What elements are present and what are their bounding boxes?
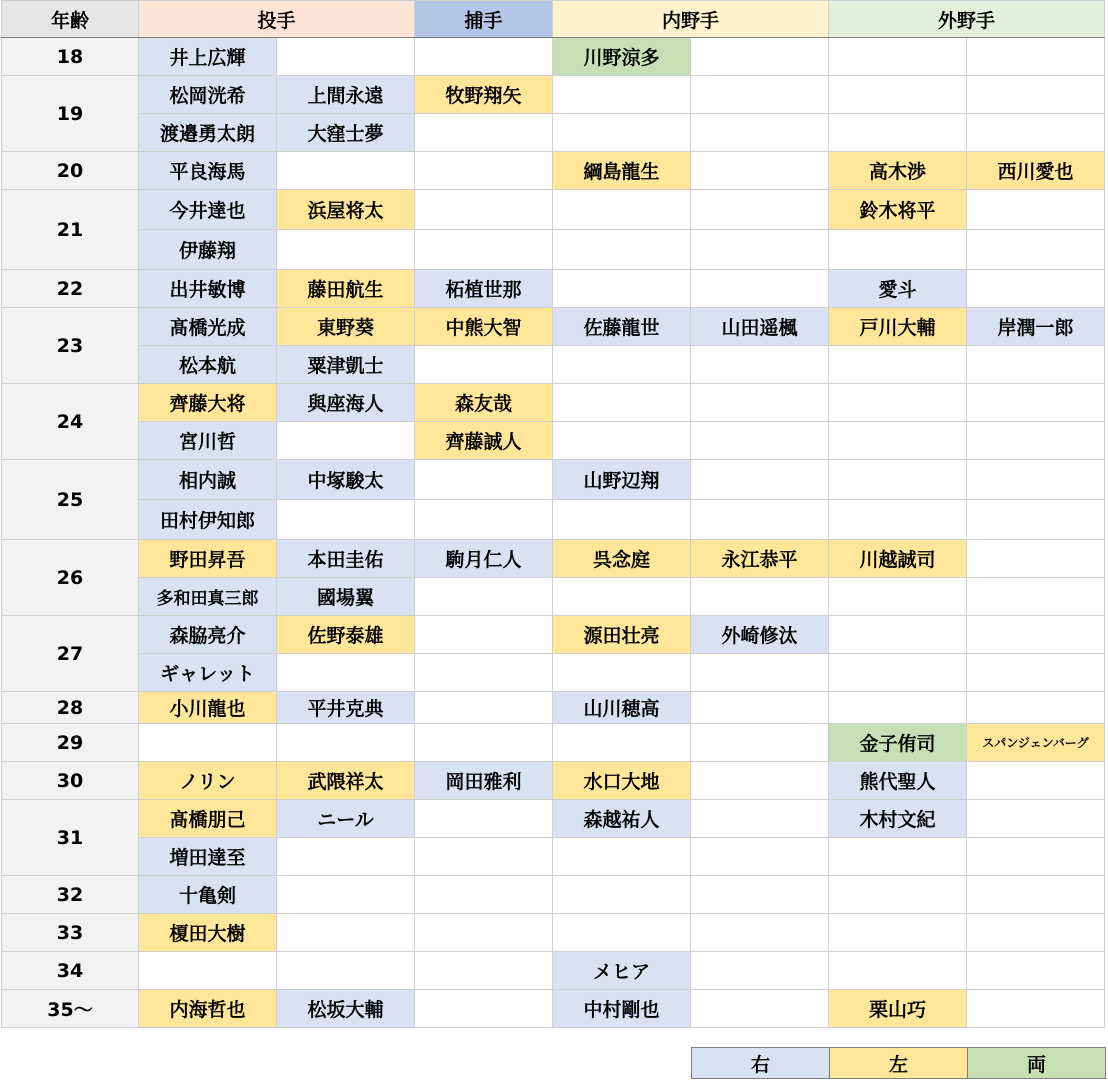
player-cell-pitcher-a: 伊藤翔 xyxy=(139,230,277,270)
player-cell-infield-b xyxy=(691,190,829,230)
age-cell: 20 xyxy=(2,152,139,190)
player-cell-pitcher-a xyxy=(139,952,277,990)
player-cell-outfield-b xyxy=(967,654,1105,692)
player-cell-outfield-b: 西川愛也 xyxy=(967,152,1105,190)
player-cell-catcher xyxy=(415,800,553,838)
player-cell-catcher xyxy=(415,460,553,500)
table-row xyxy=(2,616,1105,654)
player-cell-outfield-a: 戸川大輔 xyxy=(829,308,967,346)
player-cell-infield-b xyxy=(691,230,829,270)
player-cell-infield-a xyxy=(553,838,691,876)
player-cell-infield-a: 山川穂高 xyxy=(553,692,691,724)
player-cell-pitcher-b xyxy=(277,422,415,460)
table-row xyxy=(2,152,1105,190)
player-cell-pitcher-b: 藤田航生 xyxy=(277,270,415,308)
player-cell-catcher: 森友哉 xyxy=(415,384,553,422)
player-cell-outfield-a: 鈴木将平 xyxy=(829,190,967,230)
player-cell-pitcher-b xyxy=(277,230,415,270)
player-cell-pitcher-a: 田村伊知郎 xyxy=(139,500,277,540)
player-cell-outfield-a xyxy=(829,346,967,384)
player-cell-infield-b xyxy=(691,762,829,800)
player-cell-outfield-a xyxy=(829,38,967,76)
player-cell-infield-a: 山野辺翔 xyxy=(553,460,691,500)
player-cell-outfield-b: 岸潤一郎 xyxy=(967,308,1105,346)
player-cell-outfield-b xyxy=(967,692,1105,724)
age-cell: 21 xyxy=(2,190,139,270)
player-cell-outfield-b xyxy=(967,578,1105,616)
player-cell-pitcher-b: 中塚駿太 xyxy=(277,460,415,500)
age-cell: 35～ xyxy=(2,990,139,1028)
table-row xyxy=(2,76,1105,114)
player-cell-pitcher-a xyxy=(139,724,277,762)
player-cell-outfield-a xyxy=(829,76,967,114)
player-cell-infield-b xyxy=(691,692,829,724)
player-cell-pitcher-b xyxy=(277,876,415,914)
player-cell-catcher xyxy=(415,190,553,230)
player-cell-catcher xyxy=(415,654,553,692)
player-cell-infield-b xyxy=(691,76,829,114)
player-cell-outfield-a xyxy=(829,838,967,876)
roster-table xyxy=(1,0,1105,1028)
player-cell-outfield-a xyxy=(829,460,967,500)
player-cell-infield-a xyxy=(553,654,691,692)
player-cell-infield-b xyxy=(691,460,829,500)
player-cell-outfield-a: 金子侑司 xyxy=(829,724,967,762)
player-cell-pitcher-a: 榎田大樹 xyxy=(139,914,277,952)
player-cell-infield-a xyxy=(553,76,691,114)
table-row xyxy=(2,190,1105,230)
player-cell-infield-b xyxy=(691,346,829,384)
player-cell-outfield-b xyxy=(967,616,1105,654)
table-row xyxy=(2,422,1105,460)
player-cell-infield-a: 中村剛也 xyxy=(553,990,691,1028)
table-row xyxy=(2,692,1105,724)
player-cell-outfield-b xyxy=(967,346,1105,384)
player-cell-catcher xyxy=(415,990,553,1028)
player-cell-outfield-a: 木村文紀 xyxy=(829,800,967,838)
player-cell-outfield-b xyxy=(967,114,1105,152)
table-row xyxy=(2,654,1105,692)
player-cell-pitcher-a: 内海哲也 xyxy=(139,990,277,1028)
player-cell-outfield-b xyxy=(967,190,1105,230)
player-cell-infield-b xyxy=(691,422,829,460)
player-cell-catcher: 柘植世那 xyxy=(415,270,553,308)
player-cell-outfield-a: 高木渉 xyxy=(829,152,967,190)
player-cell-outfield-b xyxy=(967,800,1105,838)
player-cell-pitcher-a: 宮川哲 xyxy=(139,422,277,460)
player-cell-pitcher-a: 井上広輝 xyxy=(139,38,277,76)
player-cell-outfield-a xyxy=(829,114,967,152)
player-cell-pitcher-a: 十亀剣 xyxy=(139,876,277,914)
player-cell-infield-a xyxy=(553,270,691,308)
age-cell: 31 xyxy=(2,800,139,876)
player-cell-infield-b xyxy=(691,838,829,876)
player-cell-outfield-b xyxy=(967,838,1105,876)
player-cell-infield-a xyxy=(553,230,691,270)
table-row xyxy=(2,914,1105,952)
player-cell-pitcher-b: 與座海人 xyxy=(277,384,415,422)
player-cell-pitcher-b: 佐野泰雄 xyxy=(277,616,415,654)
player-cell-catcher xyxy=(415,838,553,876)
player-cell-infield-a: メヒア xyxy=(553,952,691,990)
player-cell-outfield-a xyxy=(829,616,967,654)
table-row xyxy=(2,384,1105,422)
player-cell-infield-a xyxy=(553,190,691,230)
player-cell-pitcher-b: 國場翼 xyxy=(277,578,415,616)
table-row xyxy=(2,578,1105,616)
player-cell-pitcher-a: ギャレット xyxy=(139,654,277,692)
player-cell-pitcher-a: 野田昇吾 xyxy=(139,540,277,578)
player-cell-outfield-a: 熊代聖人 xyxy=(829,762,967,800)
age-cell: 24 xyxy=(2,384,139,460)
player-cell-catcher xyxy=(415,578,553,616)
player-cell-infield-b xyxy=(691,914,829,952)
header-cell: 内野手 xyxy=(553,1,829,38)
player-cell-catcher xyxy=(415,876,553,914)
player-cell-infield-b xyxy=(691,270,829,308)
player-cell-catcher: 駒月仁人 xyxy=(415,540,553,578)
age-cell: 23 xyxy=(2,308,139,384)
player-cell-outfield-b xyxy=(967,76,1105,114)
age-cell: 22 xyxy=(2,270,139,308)
table-row xyxy=(2,460,1105,500)
player-cell-infield-b xyxy=(691,384,829,422)
player-cell-pitcher-a: 小川龍也 xyxy=(139,692,277,724)
player-cell-infield-b xyxy=(691,654,829,692)
table-row xyxy=(2,114,1105,152)
player-cell-outfield-b xyxy=(967,500,1105,540)
player-cell-infield-b xyxy=(691,500,829,540)
age-cell: 18 xyxy=(2,38,139,76)
player-cell-outfield-b xyxy=(967,230,1105,270)
header-cell: 投手 xyxy=(139,1,415,38)
player-cell-outfield-a xyxy=(829,914,967,952)
player-cell-pitcher-b xyxy=(277,914,415,952)
player-cell-outfield-b xyxy=(967,876,1105,914)
age-cell: 27 xyxy=(2,616,139,692)
player-cell-pitcher-a: 松本航 xyxy=(139,346,277,384)
player-cell-pitcher-b: 武隈祥太 xyxy=(277,762,415,800)
player-cell-pitcher-b: 松坂大輔 xyxy=(277,990,415,1028)
player-cell-outfield-b xyxy=(967,270,1105,308)
player-cell-infield-a: 呉念庭 xyxy=(553,540,691,578)
player-cell-pitcher-b: 粟津凱士 xyxy=(277,346,415,384)
player-cell-pitcher-b: 東野葵 xyxy=(277,308,415,346)
player-cell-pitcher-a: 森脇亮介 xyxy=(139,616,277,654)
age-cell: 28 xyxy=(2,692,139,724)
header-row xyxy=(2,1,1105,38)
table-row xyxy=(2,540,1105,578)
player-cell-catcher xyxy=(415,692,553,724)
player-cell-catcher: 岡田雅利 xyxy=(415,762,553,800)
age-cell: 19 xyxy=(2,76,139,152)
player-cell-pitcher-b xyxy=(277,152,415,190)
player-cell-pitcher-b: 上間永遠 xyxy=(277,76,415,114)
player-cell-infield-a: 森越祐人 xyxy=(553,800,691,838)
player-cell-infield-a: 佐藤龍世 xyxy=(553,308,691,346)
player-cell-infield-a: 川野涼多 xyxy=(553,38,691,76)
player-cell-catcher: 中熊大智 xyxy=(415,308,553,346)
header-cell: 外野手 xyxy=(829,1,1105,38)
player-cell-outfield-b xyxy=(967,384,1105,422)
table-row xyxy=(2,308,1105,346)
age-cell: 26 xyxy=(2,540,139,616)
player-cell-pitcher-b: 浜屋将太 xyxy=(277,190,415,230)
player-cell-outfield-a xyxy=(829,654,967,692)
player-cell-infield-a: 水口大地 xyxy=(553,762,691,800)
player-cell-infield-b xyxy=(691,724,829,762)
player-cell-pitcher-b: 平井克典 xyxy=(277,692,415,724)
player-cell-pitcher-a: 齊藤大将 xyxy=(139,384,277,422)
player-cell-pitcher-a: ノリン xyxy=(139,762,277,800)
player-cell-pitcher-a: 増田達至 xyxy=(139,838,277,876)
legend-item: 両 xyxy=(968,1048,1106,1079)
age-cell: 33 xyxy=(2,914,139,952)
player-cell-outfield-a: 愛斗 xyxy=(829,270,967,308)
player-cell-infield-b xyxy=(691,152,829,190)
player-cell-infield-a xyxy=(553,346,691,384)
table-row xyxy=(2,346,1105,384)
player-cell-outfield-a: 川越誠司 xyxy=(829,540,967,578)
player-cell-outfield-a xyxy=(829,422,967,460)
table-row xyxy=(2,500,1105,540)
player-cell-pitcher-a: 多和田真三郎 xyxy=(139,578,277,616)
player-cell-infield-b xyxy=(691,578,829,616)
player-cell-outfield-b xyxy=(967,540,1105,578)
player-cell-catcher xyxy=(415,914,553,952)
player-cell-infield-b: 永江恭平 xyxy=(691,540,829,578)
player-cell-outfield-b xyxy=(967,914,1105,952)
player-cell-pitcher-b xyxy=(277,654,415,692)
player-cell-catcher xyxy=(415,952,553,990)
age-cell: 25 xyxy=(2,460,139,540)
table-row xyxy=(2,952,1105,990)
player-cell-outfield-a xyxy=(829,384,967,422)
age-cell: 29 xyxy=(2,724,139,762)
player-cell-infield-a xyxy=(553,500,691,540)
player-cell-pitcher-b: 本田圭佑 xyxy=(277,540,415,578)
player-cell-pitcher-a: 髙橋朋己 xyxy=(139,800,277,838)
table-row xyxy=(2,990,1105,1028)
handedness-legend xyxy=(691,1047,1106,1079)
player-cell-outfield-b: スパンジェンバーグ xyxy=(967,724,1105,762)
player-cell-catcher xyxy=(415,724,553,762)
player-cell-outfield-a xyxy=(829,692,967,724)
player-cell-infield-b: 外崎修汰 xyxy=(691,616,829,654)
player-cell-infield-a xyxy=(553,422,691,460)
header-cell: 捕手 xyxy=(415,1,553,38)
player-cell-infield-b: 山田遥楓 xyxy=(691,308,829,346)
player-cell-catcher xyxy=(415,152,553,190)
player-cell-infield-b xyxy=(691,800,829,838)
table-row xyxy=(2,762,1105,800)
player-cell-pitcher-a: 渡邉勇太朗 xyxy=(139,114,277,152)
player-cell-outfield-a xyxy=(829,500,967,540)
age-cell: 32 xyxy=(2,876,139,914)
player-cell-pitcher-a: 松岡洸希 xyxy=(139,76,277,114)
table-row xyxy=(2,270,1105,308)
player-cell-pitcher-a: 出井敏博 xyxy=(139,270,277,308)
player-cell-outfield-a xyxy=(829,876,967,914)
player-cell-infield-b xyxy=(691,114,829,152)
player-cell-infield-a xyxy=(553,114,691,152)
table-row xyxy=(2,724,1105,762)
player-cell-catcher xyxy=(415,346,553,384)
player-cell-infield-a xyxy=(553,724,691,762)
table-row xyxy=(2,838,1105,876)
player-cell-pitcher-b xyxy=(277,838,415,876)
player-cell-pitcher-a: 今井達也 xyxy=(139,190,277,230)
table-row xyxy=(2,38,1105,76)
player-cell-infield-b xyxy=(691,876,829,914)
player-cell-outfield-a xyxy=(829,578,967,616)
player-cell-pitcher-b xyxy=(277,952,415,990)
player-cell-pitcher-a: 平良海馬 xyxy=(139,152,277,190)
table-row xyxy=(2,876,1105,914)
player-cell-catcher xyxy=(415,616,553,654)
player-cell-infield-a: 源田壮亮 xyxy=(553,616,691,654)
header-cell: 年齢 xyxy=(2,1,139,38)
table-row xyxy=(2,800,1105,838)
player-cell-infield-a xyxy=(553,384,691,422)
player-cell-infield-a xyxy=(553,914,691,952)
player-cell-pitcher-b: ニール xyxy=(277,800,415,838)
player-cell-pitcher-a: 相内誠 xyxy=(139,460,277,500)
player-cell-outfield-a xyxy=(829,230,967,270)
player-cell-catcher xyxy=(415,230,553,270)
player-cell-infield-a: 綱島龍生 xyxy=(553,152,691,190)
legend-item: 左 xyxy=(830,1048,968,1079)
player-cell-infield-a xyxy=(553,876,691,914)
player-cell-infield-b xyxy=(691,952,829,990)
player-cell-outfield-a xyxy=(829,952,967,990)
player-cell-infield-b xyxy=(691,38,829,76)
player-cell-pitcher-b xyxy=(277,724,415,762)
legend-item: 右 xyxy=(692,1048,830,1079)
player-cell-infield-a xyxy=(553,578,691,616)
player-cell-outfield-b xyxy=(967,38,1105,76)
player-cell-pitcher-b: 大窪士夢 xyxy=(277,114,415,152)
player-cell-catcher: 牧野翔矢 xyxy=(415,76,553,114)
player-cell-outfield-b xyxy=(967,762,1105,800)
table-row xyxy=(2,230,1105,270)
age-cell: 30 xyxy=(2,762,139,800)
player-cell-outfield-b xyxy=(967,460,1105,500)
player-cell-outfield-a: 栗山巧 xyxy=(829,990,967,1028)
player-cell-outfield-b xyxy=(967,422,1105,460)
player-cell-outfield-b xyxy=(967,952,1105,990)
player-cell-pitcher-b xyxy=(277,500,415,540)
player-cell-catcher xyxy=(415,500,553,540)
age-cell: 34 xyxy=(2,952,139,990)
player-cell-pitcher-a: 髙橋光成 xyxy=(139,308,277,346)
player-cell-catcher: 齊藤誠人 xyxy=(415,422,553,460)
player-cell-outfield-b xyxy=(967,990,1105,1028)
player-cell-catcher xyxy=(415,38,553,76)
player-cell-infield-b xyxy=(691,990,829,1028)
player-cell-pitcher-b xyxy=(277,38,415,76)
player-cell-catcher xyxy=(415,114,553,152)
